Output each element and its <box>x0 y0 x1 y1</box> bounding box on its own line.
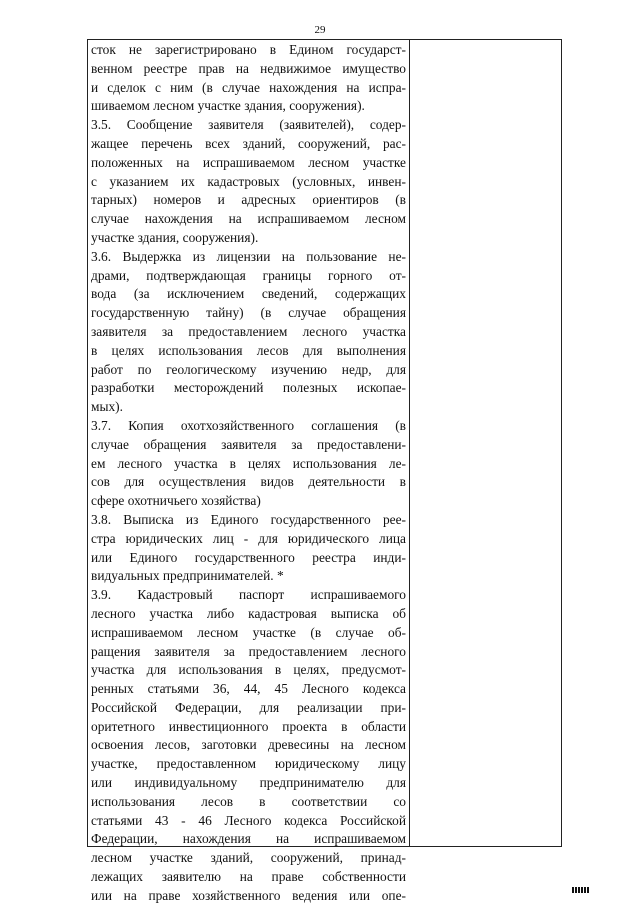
paragraph-3-7 <box>91 417 406 511</box>
document-table <box>87 39 562 903</box>
text-line: государственную тайну) (в случае обращения <box>91 305 406 321</box>
text-line: оритетного инвестиционного проекта в области <box>91 718 406 734</box>
text-line: заявителя за предоставлением лесного участка <box>91 323 406 339</box>
text-line: сфере охотничьего хозяйства) <box>91 493 261 509</box>
text-line: участке, предоставленном юридическому лицу <box>91 756 406 772</box>
text-line: и сделок с ним (в случае нахождения на испра- <box>91 79 406 95</box>
text-line: разработки месторождений полезных ископае- <box>91 380 406 396</box>
text-line: стра юридических лиц - для юридического лица <box>91 530 406 546</box>
text-line: венном реестре прав на недвижимое имущество <box>91 60 406 76</box>
text-line: сток не зарегистрировано в Едином государст- <box>91 42 406 57</box>
paragraph-3-5 <box>91 116 406 248</box>
text-line: тарных) номеров и адресных ориентиров (в <box>91 192 406 208</box>
text-line: испрашиваемом лесном участке (в случае об- <box>91 624 406 640</box>
text-line: ренных статьями 36, 44, 45 Лесного кодекса <box>91 681 406 697</box>
table-right-column-empty <box>410 40 563 846</box>
text-line: с указанием их кадастровых (условных, инвен- <box>91 173 406 189</box>
text-line: Федерации, нахождения на испрашиваемом <box>91 831 406 847</box>
text-line: или Единого государственного реестра инди- <box>91 549 406 565</box>
text-line: или на праве хозяйственного ведения или опе- <box>91 887 406 903</box>
scan-artifact-mark <box>572 887 590 893</box>
text-line: мых). <box>91 399 123 415</box>
table-left-column <box>88 40 410 903</box>
text-line: видуальных предпринимателей. * <box>91 568 284 584</box>
text-line: ем лесного участка в целях использования ле- <box>91 455 406 471</box>
text-line: статьями 43 - 46 Лесного кодекса Российской <box>91 812 406 828</box>
text-line: участка для использования в целях, предусмот- <box>91 662 406 678</box>
text-line: в целях использования лесов для выполнения <box>91 342 406 358</box>
paragraph-continuation <box>91 41 406 116</box>
text-line: 3.5. Сообщение заявителя (заявителей), содер- <box>91 117 406 133</box>
text-line: драми, подтверждающая границы горного от- <box>91 267 406 283</box>
text-line: 3.8. Выписка из Единого государственного рее- <box>91 511 406 527</box>
text-line: сов для осуществления видов деятельности в <box>91 474 406 490</box>
text-line: 3.6. Выдержка из лицензии на пользование не- <box>91 248 406 264</box>
text-line: лесном участке зданий, сооружений, принад- <box>91 850 406 866</box>
text-line: участке здания, сооружения). <box>91 229 259 245</box>
text-line: освоения лесов, заготовки древесины на лесном <box>91 737 406 753</box>
text-line: 3.9. Кадастровый паспорт испрашиваемого <box>91 587 406 603</box>
text-line: работ по геологическому изучению недр, для <box>91 361 406 377</box>
paragraph-3-6 <box>91 248 406 417</box>
text-line: положенных на испрашиваемом лесном участке <box>91 154 406 170</box>
text-line: ращения заявителя за предоставлением лесного <box>91 643 406 659</box>
text-line: жащее перечень всех зданий, сооружений, рас- <box>91 135 406 151</box>
text-line: шиваемом лесном участке здания, сооружения). <box>91 98 365 114</box>
text-line: случае обращения заявителя за предоставлени- <box>91 436 406 452</box>
text-line: случае нахождения на испрашиваемом лесном <box>91 211 406 227</box>
paragraph-3-8 <box>91 511 406 586</box>
text-line: лежащих заявителю на праве собственности <box>91 869 406 885</box>
page-number: 29 <box>314 24 326 36</box>
text-line: использования лесов в соответствии со <box>91 793 406 809</box>
paragraph-3-9 <box>91 586 406 906</box>
text-line: лесного участка либо кадастровая выписка об <box>91 605 406 621</box>
text-line: или индивидуальному предпринимателю для <box>91 775 406 791</box>
text-line: 3.7. Копия охотхозяйственного соглашения (в <box>91 417 406 433</box>
text-line: вода (за исключением сведений, содержащих <box>91 286 406 302</box>
text-line: Российской Федерации, для реализации при- <box>91 699 406 715</box>
